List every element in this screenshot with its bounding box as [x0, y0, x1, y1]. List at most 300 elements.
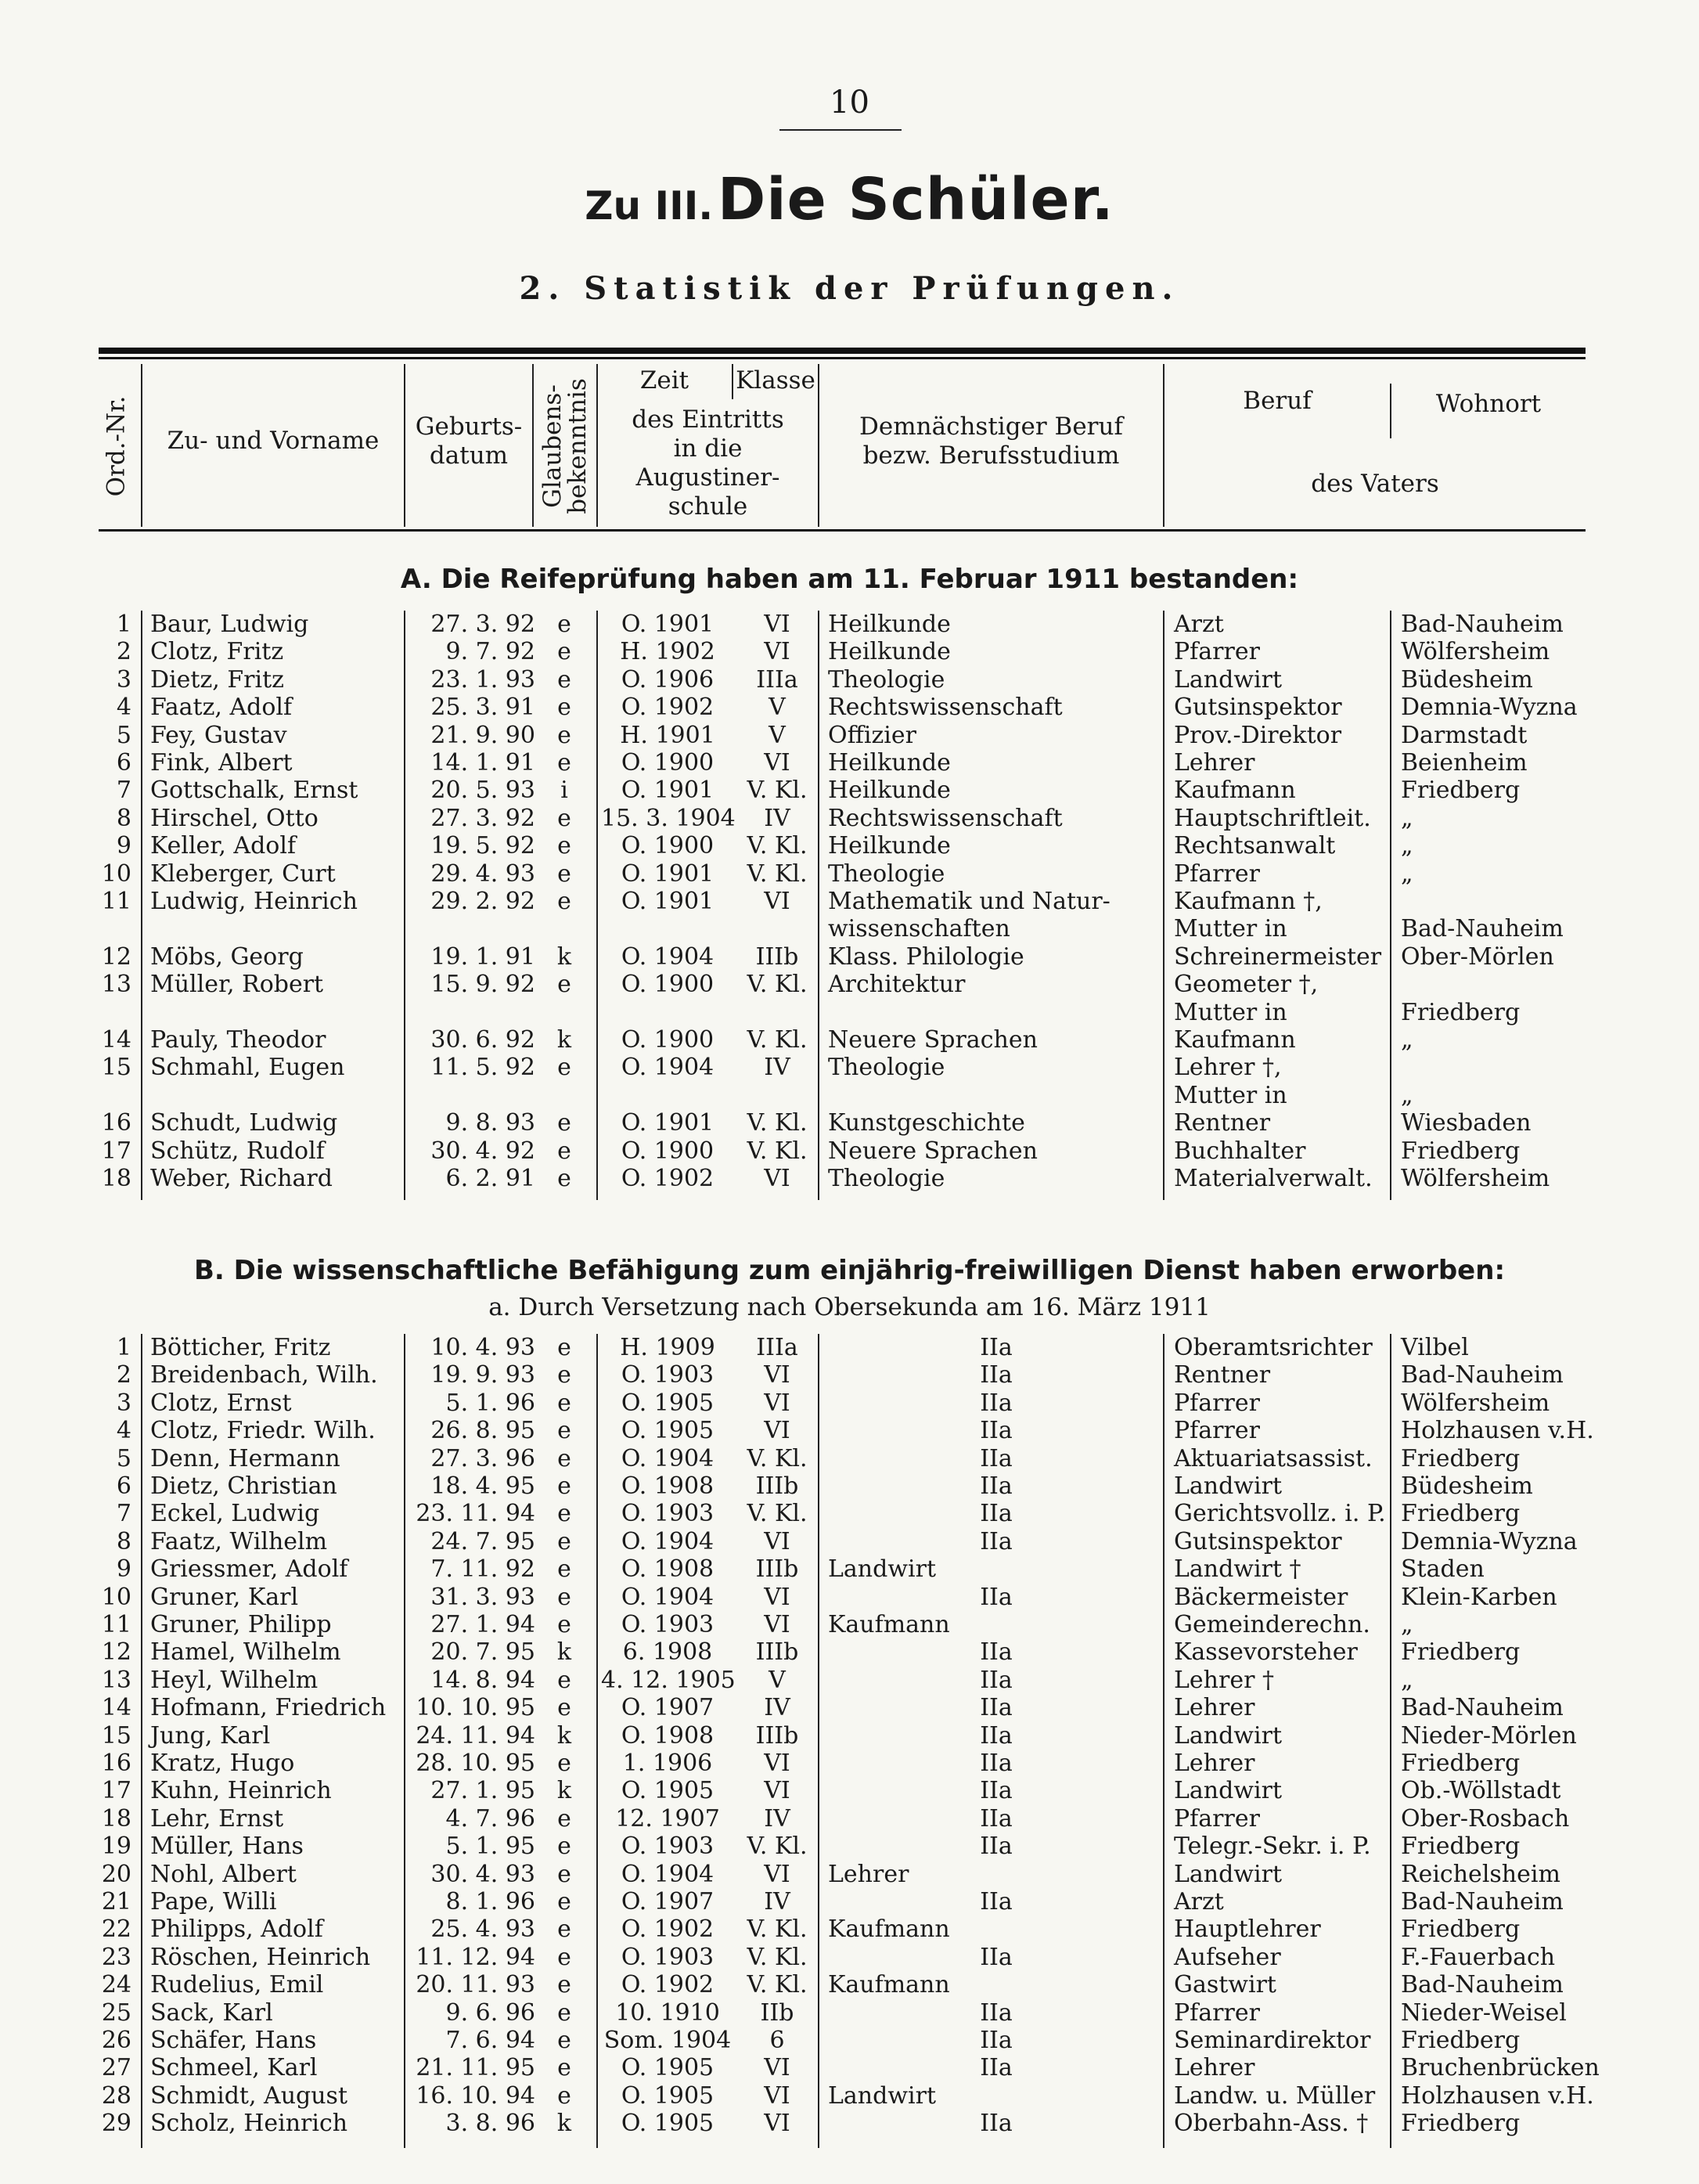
ord-nr-cell: 26 [101, 2027, 131, 2054]
eintritt-klasse-cell: V [769, 721, 786, 749]
vater-wohnort-cell: Ob.-Wöllstadt [1401, 1777, 1561, 1805]
eintritt-zeit-cell: O. 1901 [621, 777, 715, 805]
geburtsdatum-cell: 30. 4. 92 [430, 1137, 535, 1165]
eintritt-klasse-cell: IIIa [756, 1334, 798, 1361]
ord-nr-cell: 22 [101, 1916, 131, 1944]
vater-wohnort-cell: Demnia-Wyzna [1401, 694, 1578, 722]
eintritt-zeit-cell: O. 1900 [621, 971, 715, 999]
geburtsdatum-cell: 19. 9. 93 [430, 1361, 535, 1389]
bekenntnis-cell: e [557, 832, 571, 860]
name-cell: Kleberger, Curt [150, 860, 336, 888]
vater-beruf-cell: Landwirt [1174, 1777, 1283, 1805]
ord-nr-cell: 2 [116, 638, 131, 666]
vater-beruf-cell: Landw. u. Müller [1174, 2081, 1376, 2110]
name-cell: Clotz, Fritz [150, 638, 284, 666]
versetzung-cell: IIa [980, 1943, 1013, 1971]
vater-beruf-cell: Kaufmann [1174, 777, 1296, 805]
eintritt-zeit-cell: O. 1908 [621, 1555, 715, 1584]
beruf-cell: Rechtswissenschaft [828, 694, 1063, 722]
vater-wohnort-cell: Friedberg [1401, 1500, 1521, 1528]
vater-beruf-cell: Buchhalter [1174, 1137, 1306, 1165]
name-cell: Hofmann, Friedrich [150, 1694, 387, 1722]
header-bottom-rule [99, 529, 1586, 532]
eintritt-zeit-cell: O. 1903 [621, 1611, 715, 1638]
geburtsdatum-cell: 16. 10. 94 [416, 2081, 535, 2110]
vater-wohnort-cell: „ [1401, 1611, 1413, 1638]
bekenntnis-cell: e [557, 721, 571, 749]
name-cell: Lehr, Ernst [150, 1804, 284, 1833]
geburtsdatum-cell: 7. 6. 94 [445, 2027, 535, 2054]
ord-nr-cell: 20 [101, 1860, 131, 1888]
table-row [0, 666, 1699, 694]
bekenntnis-cell: e [557, 1804, 571, 1833]
geburtsdatum-cell: 14. 1. 91 [430, 749, 535, 777]
bekenntnis-cell: e [557, 1583, 571, 1611]
bekenntnis-cell: e [557, 1611, 571, 1638]
geburtsdatum-cell: 29. 2. 92 [430, 888, 535, 915]
table-row [0, 1916, 1699, 1944]
beruf-cell: wissenschaften [828, 915, 1010, 943]
bekenntnis-cell: i [560, 777, 568, 805]
vater-beruf-cell: Lehrer † [1174, 1666, 1274, 1694]
ord-nr-cell: 12 [101, 942, 131, 971]
eintritt-zeit-cell: O. 1902 [621, 694, 715, 722]
table-row [0, 694, 1699, 722]
vater-beruf-cell: Aktuariatsassist. [1174, 1444, 1373, 1472]
vater-wohnort-cell: Nieder-Mörlen [1401, 1721, 1577, 1750]
beruf-cell: Heilkunde [828, 777, 951, 805]
page-number: 10 [830, 85, 869, 121]
geburtsdatum-cell: 25. 3. 91 [430, 694, 535, 722]
eintritt-klasse-cell: V. Kl. [747, 971, 808, 999]
vater-wohnort-cell: Friedberg [1401, 2027, 1521, 2054]
eintritt-zeit-cell: O. 1900 [621, 832, 715, 860]
vater-beruf-cell: Lehrer †, [1174, 1054, 1282, 1082]
name-cell: Dietz, Christian [150, 1472, 337, 1500]
bekenntnis-cell: e [557, 638, 571, 666]
beruf-cell: Neuere Sprachen [828, 1026, 1038, 1054]
vater-wohnort-cell: F.-Fauerbach [1401, 1943, 1556, 1971]
vater-beruf-cell: Telegr.-Sekr. i. P. [1174, 1833, 1371, 1861]
vater-wohnort-cell: Bad-Nauheim [1401, 1971, 1564, 1999]
geburtsdatum-cell: 27. 1. 95 [430, 1777, 535, 1805]
vater-wohnort-cell: Wölfersheim [1401, 1389, 1550, 1417]
vater-wohnort-cell: Klein-Karben [1401, 1583, 1557, 1611]
versetzung-cell: IIa [980, 1777, 1013, 1805]
name-cell: Pauly, Theodor [150, 1026, 326, 1054]
versetzung-cell: IIa [980, 1804, 1013, 1833]
bekenntnis-cell: e [557, 1137, 571, 1165]
geburtsdatum-cell: 3. 8. 96 [445, 2110, 535, 2138]
ord-nr-cell: 3 [116, 665, 131, 694]
vater-wohnort-cell: Reichelsheim [1401, 1860, 1560, 1888]
ord-nr-cell: 10 [101, 1583, 131, 1611]
bekenntnis-cell: e [557, 1527, 571, 1555]
header-vater-wohnort: Wohnort [1435, 390, 1542, 418]
eintritt-klasse-cell: VI [764, 2081, 790, 2110]
eintritt-zeit-cell: O. 1905 [621, 2081, 715, 2110]
eintritt-klasse-cell: VI [764, 2054, 790, 2082]
vater-beruf-cell: Lehrer [1174, 2054, 1255, 2082]
eintritt-zeit-cell: 10. 1910 [615, 1998, 720, 2027]
vater-wohnort-cell: „ [1401, 860, 1413, 888]
name-cell: Breidenbach, Wilh. [150, 1361, 378, 1389]
eintritt-zeit-cell: O. 1904 [621, 1444, 715, 1472]
versetzung-cell: IIa [980, 1583, 1013, 1611]
eintritt-zeit-cell: O. 1905 [621, 1777, 715, 1805]
table-row [0, 1667, 1699, 1695]
bekenntnis-cell: e [557, 1860, 571, 1888]
ord-nr-cell: 8 [116, 804, 131, 832]
table-row [0, 832, 1699, 860]
vater-beruf-cell: Geometer †, [1174, 971, 1319, 999]
bekenntnis-cell: e [557, 971, 571, 999]
table-row [0, 1694, 1699, 1722]
eintritt-klasse-cell: V. Kl. [747, 1026, 808, 1054]
beruf-cell: Theologie [828, 1054, 945, 1082]
eintritt-klasse-cell: VI [764, 1611, 790, 1638]
geburtsdatum-cell: 18. 4. 95 [430, 1472, 535, 1500]
name-cell: Schmidt, August [150, 2081, 348, 2110]
name-cell: Schmeel, Karl [150, 2054, 318, 2082]
vater-beruf-cell: Lehrer [1174, 749, 1255, 777]
name-cell: Kratz, Hugo [150, 1750, 295, 1777]
table-row [0, 611, 1699, 639]
vater-wohnort-cell: Wiesbaden [1401, 1109, 1532, 1137]
table-row [0, 1750, 1699, 1778]
bekenntnis-cell: e [557, 665, 571, 694]
eintritt-zeit-cell: O. 1901 [621, 1109, 715, 1137]
eintritt-zeit-cell: 6. 1908 [622, 1638, 713, 1667]
beruf-cell: Theologie [828, 1165, 945, 1192]
versetzung-cell: IIa [980, 1888, 1013, 1916]
vater-beruf-cell: Gutsinspektor [1174, 694, 1342, 722]
table-row [0, 1861, 1699, 1889]
table-row [0, 1777, 1699, 1805]
section-b-title: B. Die wissenschaftliche Befähigung zum einjährig-freiwilligen Dienst haben erworben: [193, 1255, 1506, 1286]
eintritt-klasse-cell: IIb [760, 1998, 794, 2027]
geburtsdatum-cell: 21. 9. 90 [430, 721, 535, 749]
bekenntnis-cell: e [557, 2081, 571, 2110]
table-row [0, 1722, 1699, 1750]
table-row [0, 1944, 1699, 1972]
table-row [0, 1361, 1699, 1389]
name-cell: Pape, Willi [150, 1888, 277, 1916]
chapter-title [0, 166, 1699, 233]
ord-nr-cell: 6 [116, 1472, 131, 1500]
table-row [0, 2082, 1699, 2110]
vater-beruf-cell: Pfarrer [1174, 1417, 1260, 1445]
beruf-cell: Neuere Sprachen [828, 1137, 1038, 1165]
vater-beruf-cell: Kassevorsteher [1174, 1638, 1358, 1667]
versetzung-cell: IIa [980, 1666, 1013, 1694]
bekenntnis-cell: e [557, 1750, 571, 1777]
eintritt-zeit-cell: O. 1900 [621, 1026, 715, 1054]
name-cell: Fink, Albert [150, 749, 293, 777]
vater-wohnort-cell: Friedberg [1401, 1916, 1521, 1944]
eintritt-zeit-cell: O. 1906 [621, 665, 715, 694]
chapter-prefix: Zu III. [585, 183, 714, 229]
ord-nr-cell: 28 [101, 2081, 131, 2110]
vater-wohnort-cell: Beienheim [1401, 749, 1528, 777]
eintritt-zeit-cell: O. 1903 [621, 1361, 715, 1389]
versetzung-cell: IIa [980, 1833, 1013, 1861]
bekenntnis-cell: e [557, 1500, 571, 1528]
beruf-cell: Landwirt [828, 2081, 937, 2110]
header-demnaechstiger-beruf: Demnächstiger Beruf bezw. Berufsstudium [859, 413, 1123, 470]
eintritt-klasse-cell: VI [764, 1777, 790, 1805]
eintritt-klasse-cell: V. Kl. [747, 1109, 808, 1137]
bekenntnis-cell: e [557, 1444, 571, 1472]
vater-beruf-cell: Prov.-Direktor [1174, 721, 1342, 749]
name-cell: Schäfer, Hans [150, 2027, 317, 2054]
ord-nr-cell: 14 [101, 1026, 131, 1054]
geburtsdatum-cell: 14. 8. 94 [430, 1666, 535, 1694]
eintritt-zeit-cell: O. 1905 [621, 1417, 715, 1445]
eintritt-klasse-cell: V. Kl. [747, 1971, 808, 1999]
header-top-rule [99, 348, 1586, 354]
header-eintritt: des Eintritts in die Augustiner- schule [632, 405, 784, 521]
table-row [0, 1165, 1699, 1193]
name-cell: Röschen, Heinrich [150, 1943, 371, 1971]
eintritt-klasse-cell: IIIb [755, 942, 799, 971]
header-zeit: Zeit [639, 366, 689, 395]
table-row [0, 999, 1699, 1027]
vater-wohnort-cell: Vilbel [1401, 1334, 1469, 1361]
ord-nr-cell: 1 [116, 1334, 131, 1361]
beruf-cell: Lehrer [828, 1860, 909, 1888]
table-row [0, 1417, 1699, 1445]
vater-wohnort-cell: Friedberg [1401, 2110, 1521, 2138]
name-cell: Faatz, Adolf [150, 694, 293, 722]
versetzung-cell: IIa [980, 1361, 1013, 1389]
eintritt-zeit-cell: O. 1905 [621, 2054, 715, 2082]
bekenntnis-cell: e [557, 804, 571, 832]
name-cell: Gottschalk, Ernst [150, 777, 358, 805]
versetzung-cell: IIa [980, 1998, 1013, 2027]
vater-beruf-cell: Seminardirektor [1174, 2027, 1371, 2054]
table-row [0, 1082, 1699, 1110]
geburtsdatum-cell: 29. 4. 93 [430, 860, 535, 888]
table-row [0, 777, 1699, 805]
eintritt-zeit-cell: H. 1902 [620, 638, 715, 666]
vater-beruf-cell: Hauptschriftleit. [1174, 804, 1371, 832]
eintritt-zeit-cell: O. 1902 [621, 1165, 715, 1192]
vater-beruf-cell: Pfarrer [1174, 1998, 1260, 2027]
ord-nr-cell: 18 [101, 1804, 131, 1833]
vater-beruf-cell: Landwirt [1174, 1721, 1283, 1750]
ord-nr-cell: 4 [116, 694, 131, 722]
geburtsdatum-cell: 19. 5. 92 [430, 832, 535, 860]
bekenntnis-cell: e [557, 860, 571, 888]
ord-nr-cell: 7 [116, 777, 131, 805]
name-cell: Scholz, Heinrich [150, 2110, 348, 2138]
vater-beruf-cell: Kaufmann [1174, 1026, 1296, 1054]
header-klasse: Klasse [736, 366, 815, 395]
name-cell: Eckel, Ludwig [150, 1500, 320, 1528]
table-row [0, 1833, 1699, 1861]
ord-nr-cell: 3 [116, 1389, 131, 1417]
table-row [0, 1500, 1699, 1528]
versetzung-cell: IIa [980, 1417, 1013, 1445]
beruf-cell: Theologie [828, 860, 945, 888]
eintritt-klasse-cell: VI [764, 1389, 790, 1417]
vater-beruf-cell: Landwirt † [1174, 1555, 1301, 1584]
bekenntnis-cell: k [556, 2110, 572, 2138]
ord-nr-cell: 24 [101, 1971, 131, 1999]
eintritt-klasse-cell: IV [764, 804, 790, 832]
bekenntnis-cell: e [557, 611, 571, 638]
ord-nr-cell: 25 [101, 1998, 131, 2027]
vater-wohnort-cell: Holzhausen v.H. [1401, 1417, 1594, 1445]
table-row [0, 1054, 1699, 1082]
bekenntnis-cell: e [557, 888, 571, 915]
vater-beruf-cell: Landwirt [1174, 1472, 1283, 1500]
vater-wohnort-cell: Ober-Rosbach [1401, 1804, 1570, 1833]
name-cell: Fey, Gustav [150, 721, 287, 749]
eintritt-zeit-cell: H. 1909 [620, 1334, 715, 1361]
name-cell: Gruner, Philipp [150, 1611, 332, 1638]
name-cell: Heyl, Wilhelm [150, 1666, 319, 1694]
versetzung-cell: IIa [980, 1750, 1013, 1777]
beruf-cell: Mathematik und Natur- [828, 888, 1110, 915]
bekenntnis-cell: e [557, 1998, 571, 2027]
geburtsdatum-cell: 11. 12. 94 [416, 1943, 535, 1971]
table-row [0, 860, 1699, 888]
ord-nr-cell: 14 [101, 1694, 131, 1722]
versetzung-cell: IIa [980, 1389, 1013, 1417]
geburtsdatum-cell: 4. 7. 96 [445, 1804, 535, 1833]
geburtsdatum-cell: 9. 6. 96 [445, 1998, 535, 2027]
ord-nr-cell: 13 [101, 971, 131, 999]
table-row [0, 971, 1699, 999]
geburtsdatum-cell: 26. 8. 95 [430, 1417, 535, 1445]
versetzung-cell: IIa [980, 2110, 1013, 2138]
eintritt-klasse-cell: VI [764, 749, 790, 777]
geburtsdatum-cell: 9. 8. 93 [445, 1109, 535, 1137]
eintritt-klasse-cell: V. Kl. [747, 1916, 808, 1944]
geburtsdatum-cell: 28. 10. 95 [416, 1750, 535, 1777]
ord-nr-cell: 9 [116, 832, 131, 860]
eintritt-klasse-cell: VI [764, 1417, 790, 1445]
ord-nr-cell: 6 [116, 749, 131, 777]
vater-beruf-cell: Mutter in [1174, 1081, 1287, 1109]
bekenntnis-cell: e [557, 1694, 571, 1722]
table-row [0, 1638, 1699, 1667]
eintritt-klasse-cell: VI [764, 638, 790, 666]
eintritt-zeit-cell: O. 1907 [621, 1694, 715, 1722]
beruf-cell: Heilkunde [828, 638, 951, 666]
beruf-cell: Offizier [828, 721, 916, 749]
vater-wohnort-cell: Friedberg [1401, 777, 1521, 805]
vater-wohnort-cell: Bad-Nauheim [1401, 611, 1564, 638]
eintritt-klasse-cell: V. Kl. [747, 832, 808, 860]
vater-beruf-cell: Kaufmann †, [1174, 888, 1323, 915]
eintritt-zeit-cell: 12. 1907 [615, 1804, 720, 1833]
bekenntnis-cell: e [557, 1888, 571, 1916]
name-cell: Müller, Hans [150, 1833, 304, 1861]
beruf-cell: Kunstgeschichte [828, 1109, 1025, 1137]
eintritt-zeit-cell: O. 1901 [621, 860, 715, 888]
vater-wohnort-cell: Bad-Nauheim [1401, 915, 1564, 943]
ord-nr-cell: 15 [101, 1721, 131, 1750]
vater-beruf-cell: Mutter in [1174, 998, 1287, 1026]
geburtsdatum-cell: 25. 4. 93 [430, 1916, 535, 1944]
vater-wohnort-cell: Büdesheim [1401, 1472, 1533, 1500]
ord-nr-cell: 29 [101, 2110, 131, 2138]
eintritt-klasse-cell: VI [764, 1527, 790, 1555]
versetzung-cell: IIa [980, 1500, 1013, 1528]
table-row [0, 1334, 1699, 1362]
name-cell: Kuhn, Heinrich [150, 1777, 332, 1805]
eintritt-klasse-cell: IIIb [755, 1638, 799, 1667]
ord-nr-cell: 4 [116, 1417, 131, 1445]
eintritt-zeit-cell: 4. 12. 1905 [601, 1666, 736, 1694]
eintritt-klasse-cell: V. Kl. [747, 1500, 808, 1528]
ord-nr-cell: 17 [101, 1137, 131, 1165]
eintritt-klasse-cell: IIIb [755, 1472, 799, 1500]
geburtsdatum-cell: 11. 5. 92 [430, 1054, 535, 1082]
eintritt-klasse-cell: IIIb [755, 1721, 799, 1750]
name-cell: Sack, Karl [150, 1998, 273, 2027]
eintritt-zeit-cell: O. 1905 [621, 1389, 715, 1417]
eintritt-zeit-cell: O. 1901 [621, 888, 715, 915]
geburtsdatum-cell: 23. 1. 93 [430, 665, 535, 694]
vater-beruf-cell: Pfarrer [1174, 1804, 1260, 1833]
ord-nr-cell: 8 [116, 1527, 131, 1555]
eintritt-klasse-cell: VI [764, 1165, 790, 1192]
ord-nr-cell: 7 [116, 1500, 131, 1528]
bekenntnis-cell: e [557, 1389, 571, 1417]
vater-beruf-cell: Rechtsanwalt [1174, 832, 1336, 860]
bekenntnis-cell: e [557, 1666, 571, 1694]
eintritt-klasse-cell: V [769, 1666, 786, 1694]
table-row [0, 2027, 1699, 2055]
vater-beruf-cell: Pfarrer [1174, 638, 1260, 666]
vater-wohnort-cell: „ [1401, 1026, 1413, 1054]
geburtsdatum-cell: 20. 11. 93 [416, 1971, 535, 1999]
versetzung-cell: IIa [980, 1527, 1013, 1555]
beruf-cell: Kaufmann [828, 1611, 950, 1638]
header-name: Zu- und Vorname [167, 427, 380, 455]
eintritt-klasse-cell: VI [764, 1860, 790, 1888]
section-a-title: A. Die Reifeprüfung haben am 11. Februar 1911 bestanden: [400, 564, 1299, 595]
versetzung-cell: IIa [980, 2027, 1013, 2054]
vater-wohnort-cell: Friedberg [1401, 1444, 1521, 1472]
table-row [0, 638, 1699, 666]
eintritt-zeit-cell: O. 1900 [621, 749, 715, 777]
header-ord-nr: Ord.-Nr. [102, 395, 130, 497]
eintritt-zeit-cell: O. 1903 [621, 1943, 715, 1971]
versetzung-cell: IIa [980, 1694, 1013, 1722]
geburtsdatum-cell: 8. 1. 96 [445, 1888, 535, 1916]
versetzung-cell: IIa [980, 1721, 1013, 1750]
ord-nr-cell: 16 [101, 1109, 131, 1137]
table-row [0, 1888, 1699, 1916]
vater-beruf-cell: Schreinermeister [1174, 942, 1382, 971]
geburtsdatum-cell: 5. 1. 96 [445, 1389, 535, 1417]
table-row [0, 888, 1699, 916]
name-cell: Gruner, Karl [150, 1583, 299, 1611]
name-cell: Bötticher, Fritz [150, 1334, 331, 1361]
eintritt-klasse-cell: IV [764, 1694, 790, 1722]
eintritt-zeit-cell: H. 1901 [620, 721, 715, 749]
beruf-cell: Klass. Philologie [828, 942, 1024, 971]
beruf-cell: Heilkunde [828, 611, 951, 638]
eintritt-klasse-cell: V. Kl. [747, 1444, 808, 1472]
eintritt-zeit-cell: O. 1908 [621, 1721, 715, 1750]
eintritt-klasse-cell: IV [764, 1888, 790, 1916]
